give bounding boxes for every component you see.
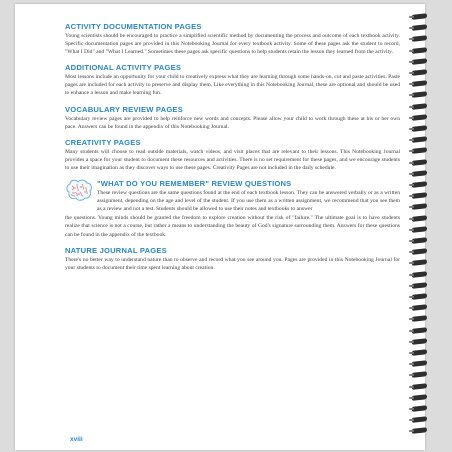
section-body-wrapped: These review questions are the same questions found at the end of each textbook lesson. They can be answered verbally or as a written assignment, depending on the age and level of the student. If you use them as a written assignment, we recommend that you see them as a review and not a test. Students should be allowed to use their notes and textbooks to answer bbox=[97, 190, 400, 213]
spiral-coil bbox=[409, 160, 428, 166]
spiral-coil bbox=[409, 428, 428, 434]
section-body: Most lessons include an opportunity for your child to creatively express what they are learning through some hands-on, cut and paste activities. Paste pages are included for each activity to preserve and display them. Like everything in this Notebooking Journal, these are optional and should be used to enhance a lesson and make learning fun. bbox=[65, 74, 400, 97]
spiral-coil bbox=[409, 372, 428, 378]
spiral-coil bbox=[409, 316, 428, 322]
spiral-coil bbox=[409, 305, 428, 311]
section-heading: "WHAT DO YOU REMEMBER" REVIEW QUESTIONS bbox=[97, 179, 292, 189]
spiral-coil bbox=[409, 148, 428, 154]
spiral-coil bbox=[409, 59, 428, 65]
section-heading: VOCABULARY REVIEW PAGES bbox=[65, 104, 183, 114]
spiral-coil bbox=[409, 126, 428, 132]
spiral-binding bbox=[409, 14, 429, 444]
page-number: xviii bbox=[70, 436, 83, 443]
spiral-coil bbox=[409, 36, 428, 42]
section-heading: ADDITIONAL ACTIVITY PAGES bbox=[65, 63, 182, 73]
spiral-coil bbox=[409, 25, 428, 31]
spiral-coil bbox=[409, 115, 428, 121]
spiral-coil bbox=[409, 204, 428, 210]
spiral-coil bbox=[409, 283, 428, 289]
section-additional-activity bbox=[65, 63, 400, 97]
spiral-coil bbox=[409, 104, 428, 110]
spiral-coil bbox=[409, 350, 428, 356]
spiral-coil bbox=[409, 395, 428, 401]
spiral-coil bbox=[409, 249, 428, 255]
spiral-coil bbox=[409, 92, 428, 98]
section-body: There's no better way to understand nature than to observe and record what you see around you. Pages are provided in this Notebooking Journal for your students to document their time spent learning about creation. bbox=[65, 256, 400, 271]
spiral-coil bbox=[409, 361, 428, 367]
spiral-coil bbox=[409, 328, 428, 334]
spiral-coil bbox=[409, 227, 428, 233]
spiral-coil bbox=[409, 193, 428, 199]
spiral-coil bbox=[409, 14, 428, 20]
spiral-coil bbox=[409, 272, 428, 278]
brain-icon bbox=[65, 179, 93, 203]
spiral-coil bbox=[409, 48, 428, 54]
spiral-coil bbox=[409, 339, 428, 345]
spiral-coil bbox=[409, 182, 428, 188]
spiral-coil bbox=[409, 137, 428, 143]
section-heading: CREATIVITY PAGES bbox=[65, 137, 141, 147]
spiral-coil bbox=[409, 171, 428, 177]
section-body: the questions. Young minds should be granted the freedom to explore creation without the risk of "failure." The ultimate goal is to have students realize that science is not a course, but rather a means to understanding the beauty of God's signature surrounding them. Answers for these questions can be found in the appendix of the textbook. bbox=[65, 215, 400, 238]
section-heading: ACTIVITY DOCUMENTATION PAGES bbox=[65, 22, 202, 31]
spiral-coil bbox=[409, 417, 428, 423]
spiral-coil bbox=[409, 384, 428, 390]
spiral-coil bbox=[409, 238, 428, 244]
section-heading: NATURE JOURNAL PAGES bbox=[65, 245, 167, 255]
spiral-coil bbox=[409, 260, 428, 266]
page-content bbox=[65, 22, 400, 279]
section-vocabulary-review bbox=[65, 105, 400, 131]
spiral-coil bbox=[409, 81, 428, 87]
spiral-coil bbox=[409, 70, 428, 76]
spiral-coil bbox=[409, 406, 428, 412]
spiral-coil bbox=[409, 216, 428, 222]
spiral-coil bbox=[409, 294, 428, 300]
section-body: Vocabulary review pages are provided to help reinforce new words and concepts. Please allow your child to work through these at his or her own pace. Answers can be found in the appendix of this Notebooking Journal. bbox=[65, 115, 400, 130]
section-creativity bbox=[65, 138, 400, 172]
journal-page bbox=[15, 4, 425, 450]
section-body: Young scientists should be encouraged to practice a simplified scientific method by documenting the process and outcome of each textbook activity. Specific documentation pages are provided in this Notebooking Journal for every textbook activity. Some of these pages ask the student to record, "What I Did" and "What I Learned." Sometimes these pages ask specific questions to help students retain the lesson they learned from the activity. bbox=[65, 33, 400, 56]
section-what-do-you-remember bbox=[65, 179, 400, 239]
section-nature-journal bbox=[65, 246, 400, 272]
section-activity-documentation bbox=[65, 22, 400, 56]
section-body: Many students will choose to read outside materials, watch videos, and visit places that are relevant to their lessons. This Notebooking Journal provides a space for your student to document these resources and activities. There is no set requirement for these pages, and we encourage students to use their imagination as they discover ways to use these pages. Creativity Pages are not included in the daily schedule. bbox=[65, 148, 400, 171]
